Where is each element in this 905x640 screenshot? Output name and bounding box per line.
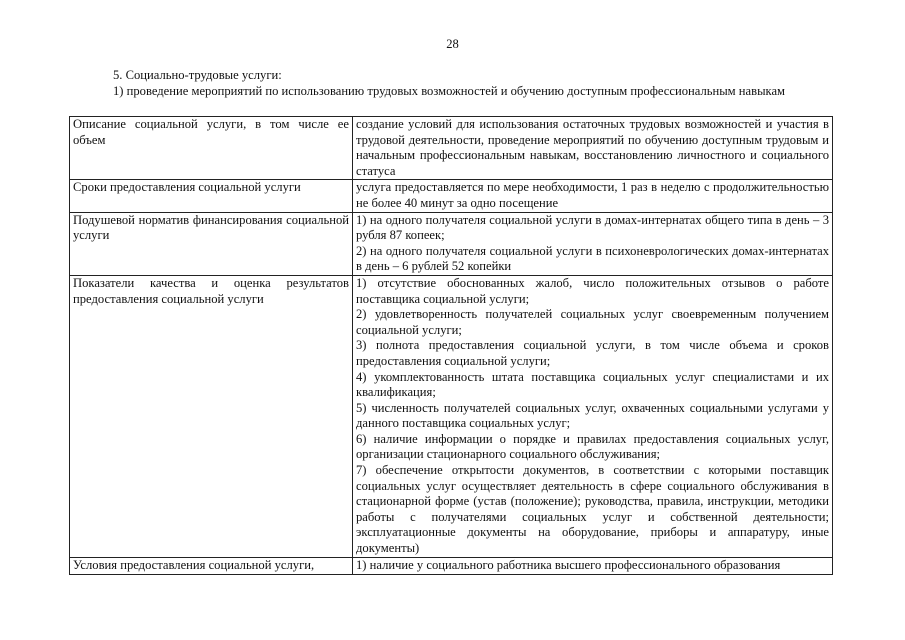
service-table — [69, 116, 833, 575]
row-paragraph: 2) на одного получателя социальной услуги в психоневрологических домах-интернатах в день – 6 рублей 52 копейки — [356, 243, 829, 274]
row-paragraph: 2) удовлетворенность получателей социальных услуг своевременным получением социальной услуги; — [356, 307, 829, 337]
page-number: 28 — [446, 37, 459, 51]
row-label: Описание социальной услуги, в том числе ее объем — [70, 117, 353, 180]
row-paragraph: 7) обеспечение открытости документов, в соответствии с которыми поставщик социальных услуг осуществляет деятельность в сфере социального обслуживания в стационарной форме (устав (положение); руководства, правила, инструкции, методики работы с получателями социальных услуг и собственной деятельности; эксплуатационные документы на оборудование, приборы и аппаратуру, иные документы) — [356, 463, 829, 556]
row-value — [353, 117, 833, 180]
row-paragraph: услуга предоставляется по мере необходимости, 1 раз в неделю с продолжительностью не более 40 минут за одно посещение — [356, 180, 829, 210]
table-row — [70, 212, 833, 275]
row-value — [353, 557, 833, 574]
table-row — [70, 557, 833, 574]
table-row — [70, 117, 833, 180]
table-row — [70, 180, 833, 212]
row-paragraph: 6) наличие информации о порядке и правилах предоставления социальных услуг, организации стационарного социального обслуживания; — [356, 431, 829, 462]
row-value — [353, 180, 833, 212]
row-paragraph: 1) наличие у социального работника высшего профессионального образования — [356, 557, 781, 572]
row-label: Условия предоставления социальной услуги, — [70, 557, 353, 574]
row-value — [353, 275, 833, 557]
row-label: Показатели качества и оценка результатов предоставления социальной услуги — [70, 275, 353, 557]
row-label: Подушевой норматив финансирования социальной услуги — [70, 212, 353, 275]
row-value — [353, 212, 833, 275]
section-title: 5. Социально-трудовые услуги: — [113, 68, 282, 82]
row-paragraph: 1) отсутствие обоснованных жалоб, число положительных отзывов о работе поставщика социальной услуги; — [356, 275, 829, 306]
row-label: Сроки предоставления социальной услуги — [70, 180, 353, 212]
table-row — [70, 275, 833, 557]
row-paragraph: 1) на одного получателя социальной услуги в домах-интернатах общего типа в день – 3 рубля 87 копеек; — [356, 212, 829, 243]
subsection-title: 1) проведение мероприятий по использованию трудовых возможностей и обучению доступным профессиональным навыкам — [113, 84, 786, 98]
row-paragraph: создание условий для использования остаточных трудовых возможностей и участия в трудовой деятельности, проведение мероприятий по обучению доступным трудовым и начальным профессиональным навыкам, восстановлению личностного и социального статуса — [356, 117, 829, 178]
row-paragraph: 5) численность получателей социальных услуг, охваченных социальными услугами у данного поставщика социальных услуг; — [356, 400, 829, 431]
row-paragraph: 3) полнота предоставления социальной услуги, в том числе объема и сроков предоставления социальной услуги; — [356, 338, 829, 368]
row-paragraph: 4) укомплектованность штата поставщика социальных услуг специалистами и их квалификация; — [356, 369, 829, 400]
